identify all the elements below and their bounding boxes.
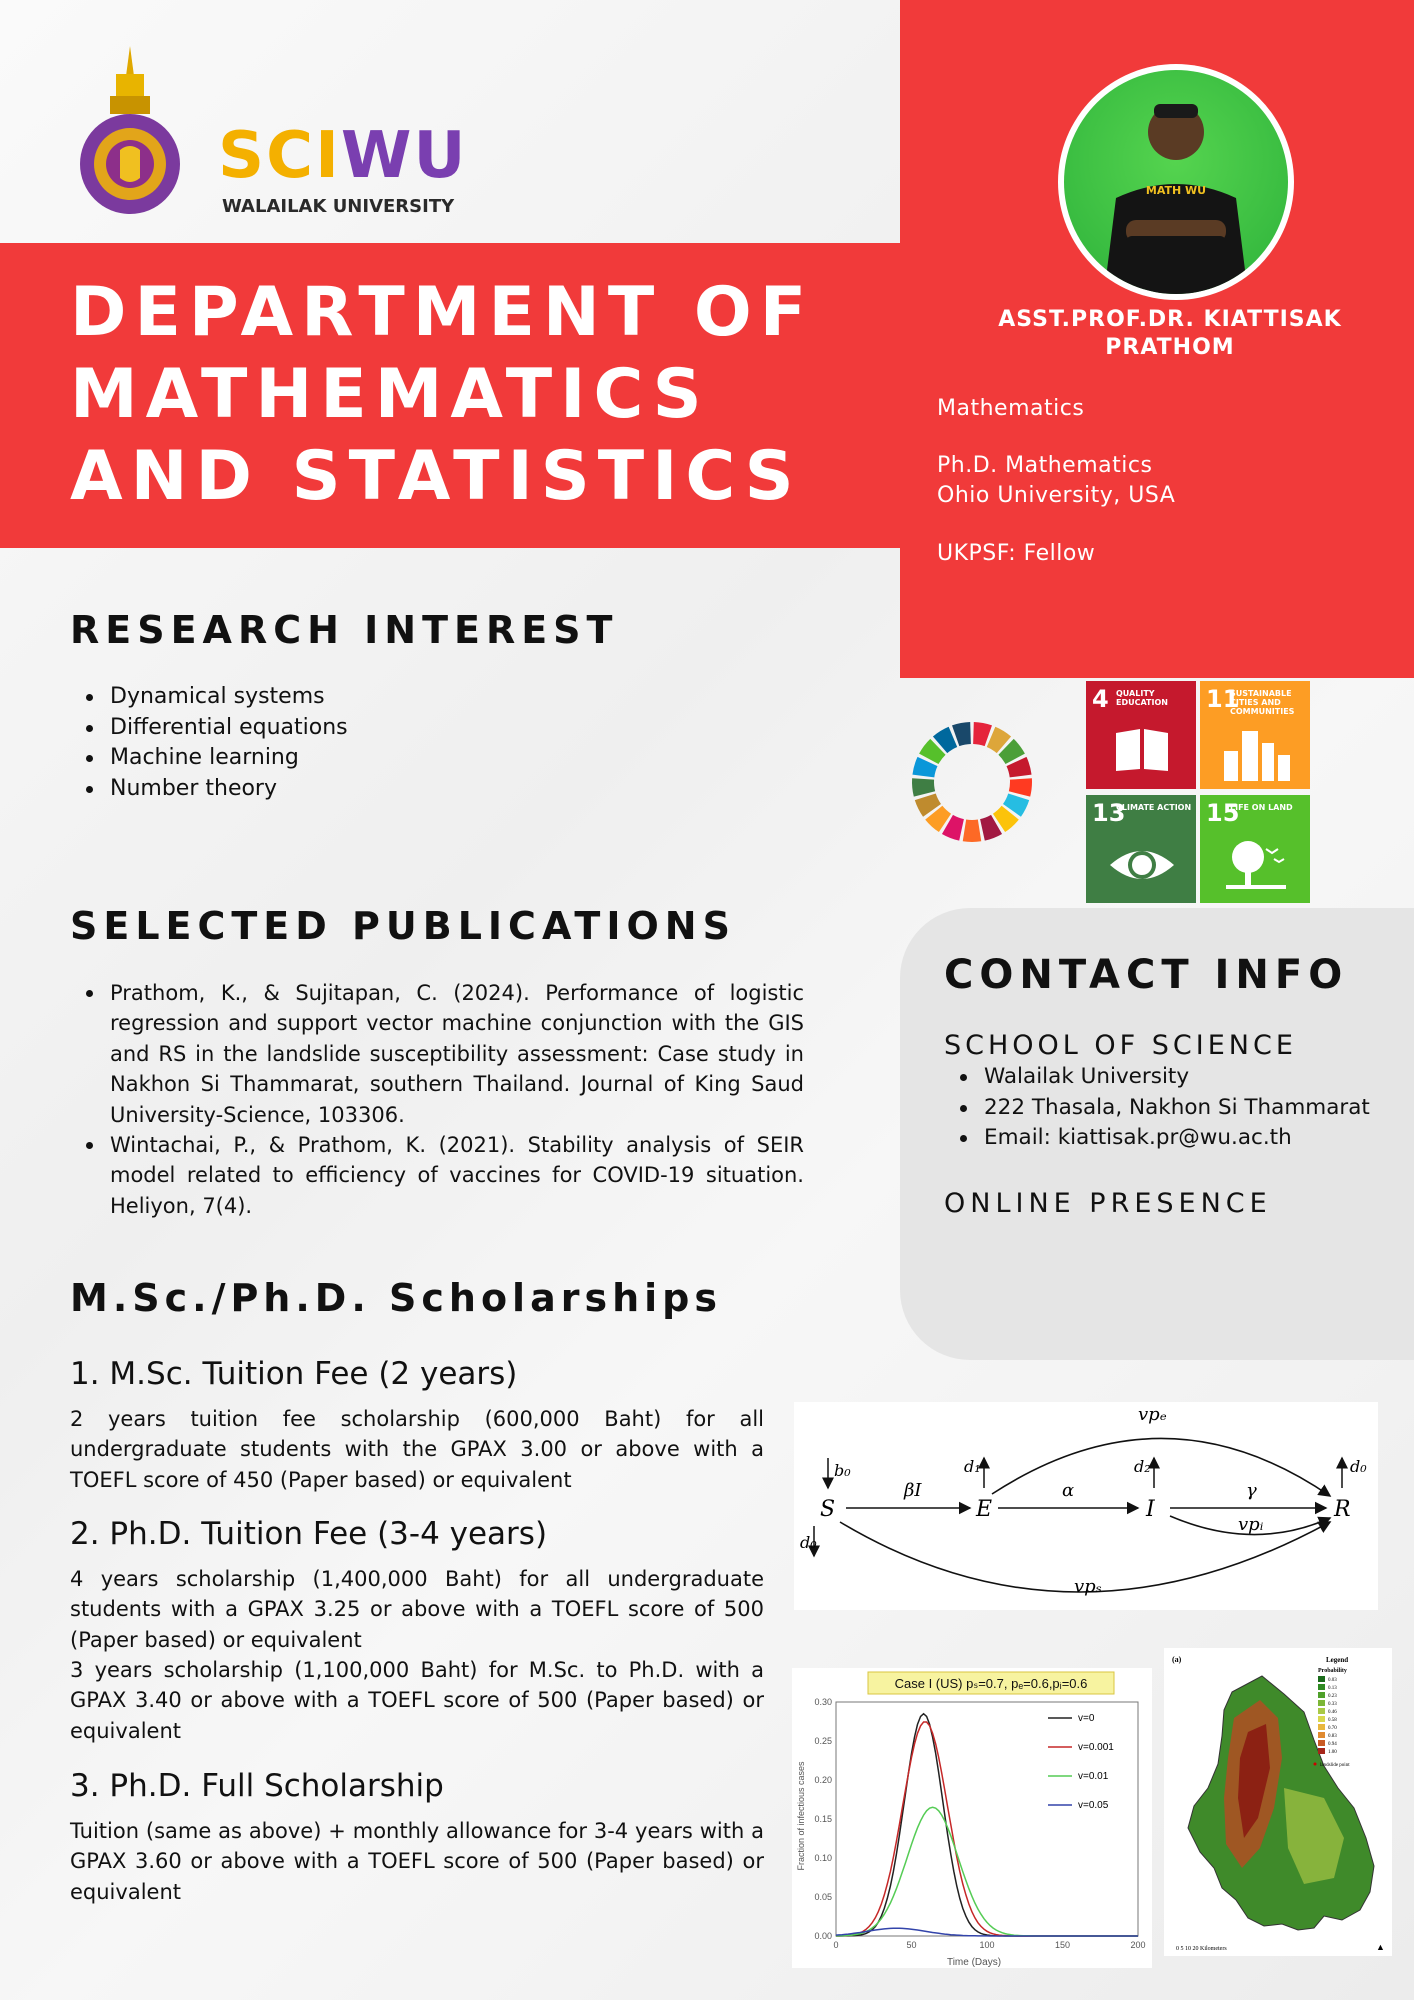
sciwu-logo <box>218 119 468 193</box>
list-item: Number theory <box>110 774 348 805</box>
climate-eye-icon <box>1106 835 1178 895</box>
legend-label: v=0.01 <box>1078 1771 1109 1782</box>
scholarships-heading: M.Sc./Ph.D. Scholarships <box>70 1276 722 1320</box>
sdg-label: QUALITY EDUCATION <box>1116 689 1168 707</box>
legend-value: 0.83 <box>1328 1734 1337 1739</box>
professor-name-line1: ASST.PROF.DR. KIATTISAK <box>998 307 1342 332</box>
list-item: Machine learning <box>110 743 348 774</box>
series-line <box>836 1722 1138 1936</box>
legend-label: v=0 <box>1078 1713 1095 1724</box>
legend-swatch <box>1318 1732 1325 1738</box>
legend-swatch <box>1318 1748 1325 1754</box>
list-item: Differential equations <box>110 713 348 744</box>
map-scale: 0 5 10 20 Kilometers <box>1176 1946 1227 1952</box>
map-legend-subtitle: Probability <box>1318 1668 1347 1674</box>
label-vpi: vpᵢ <box>1238 1514 1264 1535</box>
list-item: 222 Thasala, Nakhon Si Thammarat <box>984 1093 1370 1124</box>
email-item[interactable]: Email: kiattisak.pr@wu.ac.th <box>984 1123 1370 1154</box>
sciwu-logo-sci: SCI <box>218 119 341 193</box>
contact-list <box>944 1062 1370 1154</box>
legend-swatch <box>1318 1708 1325 1714</box>
university-seal-icon <box>76 46 184 216</box>
legend-swatch <box>1318 1724 1325 1730</box>
y-tick-label: 0.30 <box>814 1697 832 1707</box>
title-line-1: DEPARTMENT OF <box>70 273 815 352</box>
y-tick-label: 0.05 <box>814 1892 832 1902</box>
sdg-number: 11 <box>1206 685 1240 713</box>
legend-value: 0.70 <box>1328 1726 1337 1731</box>
landslide-map <box>1164 1648 1392 1956</box>
online-presence-heading: ONLINE PRESENCE <box>944 1188 1272 1219</box>
chart-title: Case I (US) pₛ=0.7, pₑ=0.6,pᵢ=0.6 <box>894 1676 1088 1691</box>
legend-value: 1.00 <box>1328 1750 1337 1755</box>
phd-text-1: 4 years scholarship (1,400,000 Baht) for all undergraduate students with a GPAX 3.25 or above with a TOEFL score of 500 (Paper based) or equivalent <box>70 1567 764 1652</box>
professor-degree: Ph.D. Mathematics <box>937 453 1153 478</box>
publications-heading: SELECTED PUBLICATIONS <box>70 904 736 948</box>
legend-value: 0.23 <box>1328 1694 1337 1699</box>
node-r: R <box>1334 1497 1351 1522</box>
sdg-wheel-segment <box>1009 778 1032 796</box>
professor-school: Ohio University, USA <box>937 483 1176 508</box>
legend-label: v=0.001 <box>1078 1742 1114 1753</box>
label-d2: d₂ <box>1134 1457 1151 1476</box>
tree-icon <box>1220 835 1292 895</box>
legend-swatch <box>1318 1692 1325 1698</box>
x-tick-label: 50 <box>906 1940 917 1950</box>
sdg-tile-4 <box>1086 681 1196 789</box>
label-vps: vpₛ <box>1074 1576 1102 1597</box>
label-d0-right: d₀ <box>1350 1457 1367 1476</box>
professor-ukpsf: UKPSF: Fellow <box>937 541 1096 566</box>
full-title: 3. Ph.D. Full Scholarship <box>70 1768 444 1804</box>
sdg-wheel-segment <box>912 778 935 796</box>
professor-field: Mathematics <box>937 396 1085 421</box>
city-icon <box>1220 721 1292 781</box>
list-item: Wintachai, P., & Prathom, K. (2021). Stability analysis of SEIR model related to efficiency of vaccines for COVID-19 situation. Heliyon, 7(4). <box>110 1130 804 1221</box>
chart-frame <box>836 1702 1138 1936</box>
legend-swatch <box>1318 1684 1325 1690</box>
sdg-tile-11 <box>1200 681 1310 789</box>
list-item: Prathom, K., & Sujitapan, C. (2024). Performance of logistic regression and support vector machine conjunction with the GIS and RS in the landslide susceptibility assessment: Case study in Nakhon Si Thammarat, southern Thailand. Journal of King Saud University-Science, 103306. <box>110 978 804 1130</box>
title-line-3: AND STATISTICS <box>70 437 802 516</box>
sdg-wheel-icon <box>910 720 1034 844</box>
x-tick-label: 150 <box>1054 1940 1071 1950</box>
list-item: Walailak University <box>984 1062 1370 1093</box>
phd-title: 2. Ph.D. Tuition Fee (3-4 years) <box>70 1516 548 1552</box>
sdg-number: 4 <box>1092 685 1109 713</box>
legend-swatch <box>1318 1716 1325 1722</box>
shirt-text: MATH WU <box>1145 184 1207 197</box>
landslide-point-icon <box>1314 1763 1317 1766</box>
map-panel-label: (a) <box>1172 1655 1182 1664</box>
y-tick-label: 0.00 <box>814 1931 832 1941</box>
label-d1: d₁ <box>964 1457 981 1476</box>
x-tick-label: 0 <box>833 1940 839 1950</box>
legend-swatch <box>1318 1676 1325 1682</box>
phd-text-2: 3 years scholarship (1,100,000 Baht) for M.Sc. to Ph.D. with a GPAX 3.40 or above with a TOEFL score of 500 (Paper based) or equivalent <box>70 1658 764 1743</box>
x-tick-label: 100 <box>979 1940 995 1950</box>
north-arrow-icon: ▲ <box>1376 1942 1385 1952</box>
label-vpe: vpₑ <box>1138 1404 1167 1425</box>
map-legend-title: Legend <box>1326 1656 1349 1664</box>
professor-name-line2: PRATHOM <box>1105 335 1235 360</box>
chart-ylabel: Fraction of infectious cases <box>796 1761 806 1871</box>
sdg-label: SUSTAINABLE CITIES AND COMMUNITIES <box>1230 689 1295 716</box>
node-e: E <box>976 1497 993 1522</box>
legend-swatch <box>1318 1740 1325 1746</box>
title-line-2: MATHEMATICS <box>70 355 710 434</box>
sciwu-logo-wu: WU <box>340 119 468 193</box>
full-text: Tuition (same as above) + monthly allowance for 3-4 years with a GPAX 3.60 or above with a TOEFL score of 500 (Paper based) or equivalent <box>70 1819 764 1904</box>
label-beta-i: βI <box>904 1480 922 1501</box>
school-heading: SCHOOL OF SCIENCE <box>944 1030 1297 1061</box>
chart-xlabel: Time (Days) <box>946 1957 1002 1968</box>
label-alpha: α <box>1062 1480 1075 1501</box>
legend-value: 0.03 <box>1328 1678 1337 1683</box>
department-title <box>70 272 890 518</box>
sdg-label: LIFE ON LAND <box>1230 803 1293 812</box>
research-list <box>70 682 348 804</box>
list-item: Dynamical systems <box>110 682 348 713</box>
label-d0-left: d₀ <box>800 1533 817 1552</box>
legend-value: 0.58 <box>1328 1718 1337 1723</box>
contact-heading: CONTACT INFO <box>944 952 1349 998</box>
professor-name <box>960 306 1380 362</box>
msc-text: 2 years tuition fee scholarship (600,000 Baht) for all undergraduate students with the GPAX 3.00 or above with a TOEFL score of 450 (Paper based) or equivalent <box>70 1407 764 1492</box>
legend-value: 0.46 <box>1328 1710 1337 1715</box>
legend-value: 0.94 <box>1328 1742 1337 1747</box>
sdg-number: 15 <box>1206 799 1240 827</box>
node-s: S <box>820 1497 836 1522</box>
x-tick-label: 200 <box>1130 1940 1146 1950</box>
publications-list <box>70 978 804 1221</box>
sdg-wheel-segment <box>963 820 982 842</box>
sdg-tile-13 <box>1086 795 1196 903</box>
node-i: I <box>1146 1497 1155 1522</box>
sdg-goals <box>1086 681 1313 903</box>
profile-photo <box>1058 64 1294 300</box>
landslide-label: landslide point <box>1320 1763 1350 1768</box>
seir-diagram <box>794 1402 1378 1610</box>
sdg-label: CLIMATE ACTION <box>1116 803 1192 812</box>
y-tick-label: 0.15 <box>814 1814 832 1824</box>
y-tick-label: 0.25 <box>814 1736 832 1746</box>
legend-value: 0.13 <box>1328 1686 1337 1691</box>
sdg-tile-15 <box>1200 795 1310 903</box>
label-b0: b₀ <box>834 1461 851 1480</box>
research-heading: RESEARCH INTEREST <box>70 608 619 652</box>
msc-title: 1. M.Sc. Tuition Fee (2 years) <box>70 1356 518 1392</box>
legend-value: 0.33 <box>1328 1702 1337 1707</box>
sdg-number: 13 <box>1092 799 1126 827</box>
person-icon <box>1064 70 1288 294</box>
province-shape <box>1188 1676 1374 1930</box>
university-name: WALAILAK UNIVERSITY <box>222 196 455 217</box>
legend-label: v=0.05 <box>1078 1800 1109 1811</box>
book-icon <box>1114 725 1170 773</box>
legend-swatch <box>1318 1700 1325 1706</box>
y-tick-label: 0.20 <box>814 1775 832 1785</box>
infection-chart <box>792 1668 1152 1968</box>
y-tick-label: 0.10 <box>814 1853 832 1863</box>
label-gamma: γ <box>1246 1480 1257 1501</box>
